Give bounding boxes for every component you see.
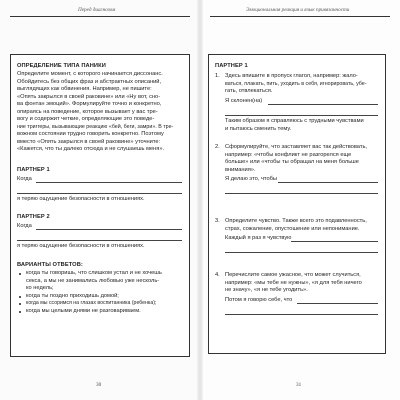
- item3-line: страх, сожаление, опустошение или непонимание.: [225, 225, 360, 232]
- right-running-header: Эмоциональная реакция и язык привязанности: [246, 7, 350, 13]
- answer-line: секса, а мы не занимались любовью уже несколь-: [26, 277, 160, 284]
- paragraph-line: «Опять закрылся в своей раковине» или «Ну вот, сно-: [17, 93, 161, 100]
- answer-line: когда ты говоришь, что слишком устал и не хочешь: [26, 270, 162, 276]
- partner2-tail: я теряю ощущение безопасности в отношениях.: [17, 243, 145, 249]
- item1-blank[interactable]: [268, 104, 378, 105]
- item-number: 2.: [215, 144, 220, 150]
- left-header-rule: [10, 16, 190, 17]
- left-running-header: Перед диагнозом: [78, 7, 116, 13]
- book-spine: [197, 0, 203, 400]
- paragraph-line: выглядящих как обвинения. Например, не пишите:: [17, 86, 152, 92]
- paragraph-line: Определите момент, с которого начинается диссонанс.: [17, 71, 163, 77]
- answer-line: когда мы целыми днями не разговариваем.: [26, 307, 141, 314]
- paragraph-line: вожном состоянии трудно говорить конкретно. Поэтому: [17, 131, 164, 137]
- right-page-number: 31: [296, 382, 302, 388]
- item1-line: гать, отвлекаться.: [225, 88, 273, 94]
- answer-line: когда мы ссоримся на глазах воспитанника (ребенка);: [26, 300, 157, 306]
- item1-line: ваться, плакать, пить, уходить в себя, игнорировать, убе-: [225, 80, 367, 87]
- answer-line: когда ты поздно приходишь домой;: [26, 292, 119, 299]
- item3-prompt: Каждый я раз я чувствую: [225, 235, 292, 241]
- item4-line: не значу», «я не тебе угодить».: [225, 287, 308, 293]
- item2-blank[interactable]: [278, 182, 378, 183]
- paragraph-line: ние триггеры, вызывающие реакцию «бей, беги, замри». В тре-: [17, 123, 174, 130]
- panic-type-heading: ОПРЕДЕЛЕНИЕ ТИПА ПАНИКИ: [17, 63, 106, 69]
- item2-line: Сформулируйте, что заставляет вас так действовать,: [225, 144, 367, 150]
- partner2-when-label: Когда: [17, 223, 32, 229]
- paragraph-line: вместо «Опять закрылся в своей раковине» уточните:: [17, 138, 161, 145]
- item1-prompt: Я склонен(на): [225, 98, 263, 104]
- item3-blank[interactable]: [291, 241, 378, 242]
- item4-blank[interactable]: [297, 303, 378, 304]
- item1-blank-line[interactable]: [225, 115, 378, 116]
- paragraph-line: Обойдитесь без общих фраз и абстрактных описаний,: [17, 78, 162, 85]
- item3-blank-line[interactable]: [225, 252, 378, 253]
- answers-title: ВАРИАНТЫ ОТВЕТОВ:: [17, 262, 83, 268]
- item2-line: например: «чтобы конфликт не разгорелся еще: [225, 151, 352, 158]
- item-number: 3.: [215, 218, 220, 224]
- partner1-tail: я теряю ощущение безопасности в отношениях.: [17, 196, 145, 202]
- item3-line: Определите чувство. Также всего это подавленность,: [225, 218, 367, 224]
- item4-prompt: Потом я говорю себе, что: [225, 297, 293, 303]
- right-partner-title: ПАРТНЕР 1: [215, 63, 248, 69]
- partner1-blank-line[interactable]: [17, 193, 182, 194]
- item4-line: Перечислите самое ужасное, что может случиться,: [225, 272, 361, 278]
- item2-line: внимания».: [225, 166, 256, 173]
- item1-line: Здесь впишите в пропуск глагол, например: жало-: [225, 73, 358, 79]
- item2-prompt: Я делаю это, чтобы: [225, 176, 277, 182]
- item2-blank-line[interactable]: [225, 193, 378, 194]
- partner2-when-blank[interactable]: [36, 229, 182, 230]
- partner1-title: ПАРТНЕР 1: [17, 167, 50, 173]
- partner1-when-blank[interactable]: [36, 182, 182, 183]
- paragraph-line: опираясь на поведение, которое вызывает у вас тре-: [17, 108, 158, 115]
- partner2-title: ПАРТНЕР 2: [17, 214, 50, 220]
- item-number: 4.: [215, 272, 220, 278]
- item4-blank-line[interactable]: [225, 314, 378, 315]
- answer-line: ко недель;: [26, 285, 54, 291]
- left-page-number: 30: [96, 382, 102, 388]
- item-number: 1.: [215, 73, 220, 79]
- item1-after: и пытаюсь сменить тему.: [225, 125, 292, 132]
- partner1-when-label: Когда: [17, 176, 32, 182]
- right-header-rule: [210, 16, 390, 17]
- partner2-blank-line[interactable]: [17, 240, 182, 241]
- item2-line: больше» или «чтобы ты обращал на меня больше: [225, 159, 359, 165]
- paragraph-line: «Кажется, что ты далеко отсюда и не слушаешь меня».: [17, 146, 165, 152]
- paragraph-line: вогу и содержит четкие, определяющие это поведе-: [17, 116, 155, 122]
- item4-line: например: «мы тебе не нужны», «я для тебя ничего: [225, 279, 362, 286]
- item1-after: Таким образом я справляюсь с трудными чувствами: [225, 118, 364, 124]
- paragraph-line: ва фонтан эмоций». Формулируйте точно и конкретно,: [17, 101, 162, 107]
